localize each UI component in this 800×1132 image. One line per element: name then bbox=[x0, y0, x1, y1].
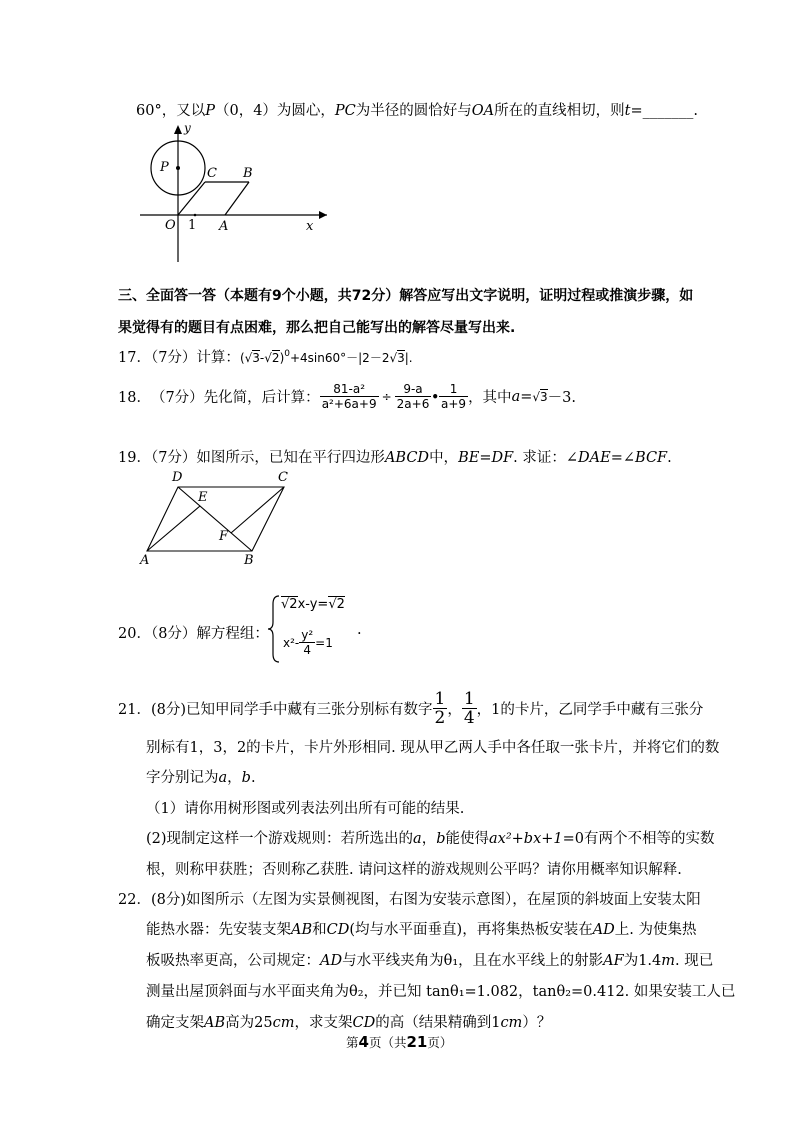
sqrt2: √2 bbox=[281, 597, 298, 612]
fraction-denominator: 4 bbox=[303, 643, 312, 657]
expression-rest: +4sin60°－|2－2 bbox=[289, 351, 390, 365]
unit-cm: cm bbox=[272, 1015, 295, 1031]
question-text: . 求证：∠ bbox=[513, 450, 579, 466]
fraction-denominator: a+9 bbox=[441, 397, 467, 411]
quadratic-expression: ax²+bx+1 bbox=[489, 831, 563, 847]
comma: ， bbox=[421, 831, 437, 847]
q16-answer-blank: =_______. bbox=[630, 103, 698, 119]
label-p: P bbox=[160, 160, 169, 175]
period: . bbox=[250, 770, 256, 786]
question-21-line2: 别标有1，3，2的卡片，卡片外形相同. 现从甲乙两人手中各任取一张卡片，并将它们的数 bbox=[146, 740, 720, 756]
question-text: 高为25 bbox=[225, 1015, 273, 1031]
var-be: BE bbox=[458, 450, 480, 466]
equation-1 bbox=[281, 597, 345, 612]
q16-text: 为半径的圆恰好与 bbox=[355, 103, 472, 119]
var-b: b bbox=[436, 831, 446, 847]
page-number: 4 bbox=[358, 1033, 369, 1051]
section-heading-line2: 果觉得有的题目有点困难，那么把自己能写出的解答尽量写出来. bbox=[118, 320, 516, 336]
question-prompt: （8分）解方程组： bbox=[150, 626, 269, 642]
question-21-part1: （1）请你用树形图或列表法列出所有可能的结果. bbox=[146, 801, 465, 817]
sqrt-sign: √ bbox=[532, 389, 541, 404]
sqrt-sign: √ bbox=[244, 351, 253, 365]
label-e: E bbox=[198, 490, 208, 505]
question-text: 与水平线夹角为θ₁，且在水平线上的射影 bbox=[342, 953, 604, 969]
radicand-3: 3 bbox=[252, 351, 260, 365]
label-d: D bbox=[172, 470, 183, 485]
radicand-2: 2 bbox=[271, 351, 280, 365]
footer-text: 页） bbox=[427, 1035, 453, 1050]
fraction-denominator: a²+6a+9 bbox=[321, 397, 377, 411]
question-22-line5 bbox=[146, 1011, 551, 1032]
question-number: 20． bbox=[118, 626, 151, 642]
q16-var-pc: PC bbox=[334, 103, 356, 119]
equation-2-left: x²- bbox=[283, 635, 300, 650]
unit-m: m bbox=[661, 953, 676, 969]
section-heading-line1: 三、全面答一答（本题有9个小题，共72分）解答应写出文字说明，证明过程或推演步骤，如 bbox=[118, 288, 694, 304]
label-a: A bbox=[219, 219, 229, 234]
label-f: F bbox=[219, 529, 229, 544]
footer-text: 第 bbox=[346, 1035, 359, 1050]
fraction-numerator: 81-a² bbox=[320, 382, 379, 397]
page-footer bbox=[346, 1033, 452, 1051]
equals-angle: =∠ bbox=[610, 450, 636, 466]
var-dae: DAE bbox=[578, 450, 611, 466]
var-cd: CD bbox=[352, 1015, 376, 1031]
question-text: （7分）如图所示，已知在平行四边形 bbox=[150, 450, 385, 466]
question-number: 18． bbox=[118, 390, 151, 406]
fraction-half bbox=[433, 690, 448, 727]
equation-2 bbox=[283, 628, 333, 657]
question-21-part2 bbox=[146, 827, 715, 848]
question-21-line1 bbox=[118, 690, 703, 727]
unit-cm: cm bbox=[500, 1015, 523, 1031]
fraction-numerator: 9-a bbox=[395, 382, 432, 397]
fraction-y2-4 bbox=[299, 628, 315, 657]
period: . bbox=[667, 450, 672, 466]
question-number: 19． bbox=[118, 450, 151, 466]
fraction-denominator: 4 bbox=[463, 708, 475, 728]
question-text: ）？ bbox=[522, 1015, 552, 1031]
question-text: (2)现制定这样一个游戏规则：若所选出的 bbox=[146, 831, 414, 847]
q16-text: 所在的直线相切，则 bbox=[494, 103, 625, 119]
page-total: 21 bbox=[406, 1033, 428, 1051]
comma: ， bbox=[447, 702, 462, 718]
var-ab: AB bbox=[204, 1015, 226, 1031]
footer-text: 页（共 bbox=[368, 1035, 407, 1050]
question-text: (均与水平面垂直)，再将集热板安装在 bbox=[349, 922, 593, 938]
fraction-denominator: 2a+6 bbox=[396, 397, 430, 411]
question-prompt: （7分）计算： bbox=[150, 350, 240, 366]
var-bcf: BCF bbox=[635, 450, 668, 466]
var-abcd: ABCD bbox=[384, 450, 430, 466]
var-ad: AD bbox=[592, 922, 615, 938]
question-21-line3 bbox=[146, 766, 256, 787]
exponent-zero: 0 bbox=[284, 349, 290, 360]
fraction-numerator: 1 bbox=[439, 382, 468, 397]
var-a: a bbox=[511, 388, 521, 405]
sqrt-sign: √ bbox=[264, 351, 272, 365]
question-21-part2-cont: 根，则称甲获胜；否则称乙获胜. 请问这样的游戏规则公平吗？请你用概率知识解释. bbox=[146, 862, 682, 878]
label-o: O bbox=[165, 218, 176, 233]
question-text: 为1.4 bbox=[623, 953, 662, 969]
var-ad: AD bbox=[320, 953, 343, 969]
question-text: 字分别记为 bbox=[146, 770, 219, 786]
question-22-line1: 22．(8分)如图所示（左图为实景侧视图，右图为安装示意图），在屋顶的斜坡面上安装太阳 bbox=[118, 892, 701, 908]
equation-2-right: =1 bbox=[315, 635, 333, 650]
var-cd: CD bbox=[326, 922, 350, 938]
sqrt-sign: √ bbox=[389, 351, 398, 365]
fraction-quarter bbox=[462, 690, 477, 727]
var-ab: AB bbox=[291, 922, 313, 938]
q16-var-t: t bbox=[624, 103, 631, 119]
condition-text: ，其中 bbox=[468, 390, 512, 406]
divide-sign: ÷ bbox=[381, 389, 392, 404]
var-b: b bbox=[241, 770, 251, 786]
question-prompt: （7分）先化简，后计算： bbox=[150, 390, 320, 406]
label-b: B bbox=[243, 166, 253, 181]
var-a: a bbox=[218, 770, 228, 786]
label-a: A bbox=[140, 553, 150, 568]
multiply-dot: • bbox=[431, 389, 440, 404]
question-22-line3 bbox=[146, 949, 713, 970]
question-text: 的高（结果精确到1 bbox=[375, 1015, 501, 1031]
q16-var-oa: OA bbox=[471, 103, 495, 119]
question-text: 板吸热率更高，公司规定： bbox=[146, 953, 320, 969]
expression-end: |. bbox=[404, 351, 413, 365]
fraction-numerator: y² bbox=[301, 628, 314, 642]
label-c: C bbox=[278, 470, 288, 485]
q16-text: 60°，又以 bbox=[136, 103, 206, 119]
var-df: DF bbox=[491, 450, 514, 466]
fraction-numerator: 1 bbox=[463, 689, 475, 709]
question-22-line4: 测量出屋顶斜面与水平面夹角为θ₂，并已知 tanθ₁=1.082，tanθ₂=0.412. 如果安装工人已 bbox=[146, 984, 736, 1000]
label-one: 1 bbox=[188, 218, 197, 233]
fraction-numerator: 1 bbox=[434, 689, 446, 709]
minus-sign: - bbox=[259, 351, 265, 365]
q16-text: （0，4）为圆心， bbox=[214, 103, 335, 119]
label-y: y bbox=[184, 121, 191, 135]
fraction-denominator: 2 bbox=[434, 708, 446, 728]
question-text: ，1的卡片，乙同学手中藏有三张分 bbox=[476, 702, 704, 718]
question-text: ，求支架 bbox=[294, 1015, 353, 1031]
q16-var-p: P bbox=[205, 103, 215, 119]
q20-period: . bbox=[357, 622, 362, 638]
sqrt2: √2 bbox=[328, 597, 345, 612]
condition-end: －3. bbox=[547, 390, 577, 406]
paren-open: ( bbox=[239, 351, 245, 365]
var-af: AF bbox=[603, 953, 624, 969]
radicand-3: 3 bbox=[540, 390, 548, 404]
equals-sign: = bbox=[520, 388, 533, 405]
paren-close: ) bbox=[279, 351, 285, 365]
question-text: =0有两个不相等的实数 bbox=[562, 831, 715, 847]
equation-1-mid: x-y= bbox=[297, 597, 329, 612]
question-text: 21．(8分)已知甲同学手中藏有三张分别标有数字 bbox=[118, 702, 433, 718]
question-text: . 现已 bbox=[675, 953, 714, 969]
question-text: 和 bbox=[312, 922, 327, 938]
question-text: 上. 为使集热 bbox=[614, 922, 697, 938]
question-text: 确定支架 bbox=[146, 1015, 204, 1031]
equals-sign: = bbox=[479, 450, 492, 466]
comma: ， bbox=[227, 770, 242, 786]
radicand-3: 3 bbox=[397, 351, 405, 365]
label-b: B bbox=[244, 553, 254, 568]
question-text: 中， bbox=[429, 450, 459, 466]
question-22-line2 bbox=[146, 918, 697, 939]
label-x: x bbox=[306, 219, 314, 234]
question-text: 能使得 bbox=[445, 831, 489, 847]
question-number: 17． bbox=[118, 350, 151, 366]
var-a: a bbox=[413, 831, 422, 847]
label-c: C bbox=[207, 166, 217, 181]
question-text: 能热水器：先安装支架 bbox=[146, 922, 291, 938]
